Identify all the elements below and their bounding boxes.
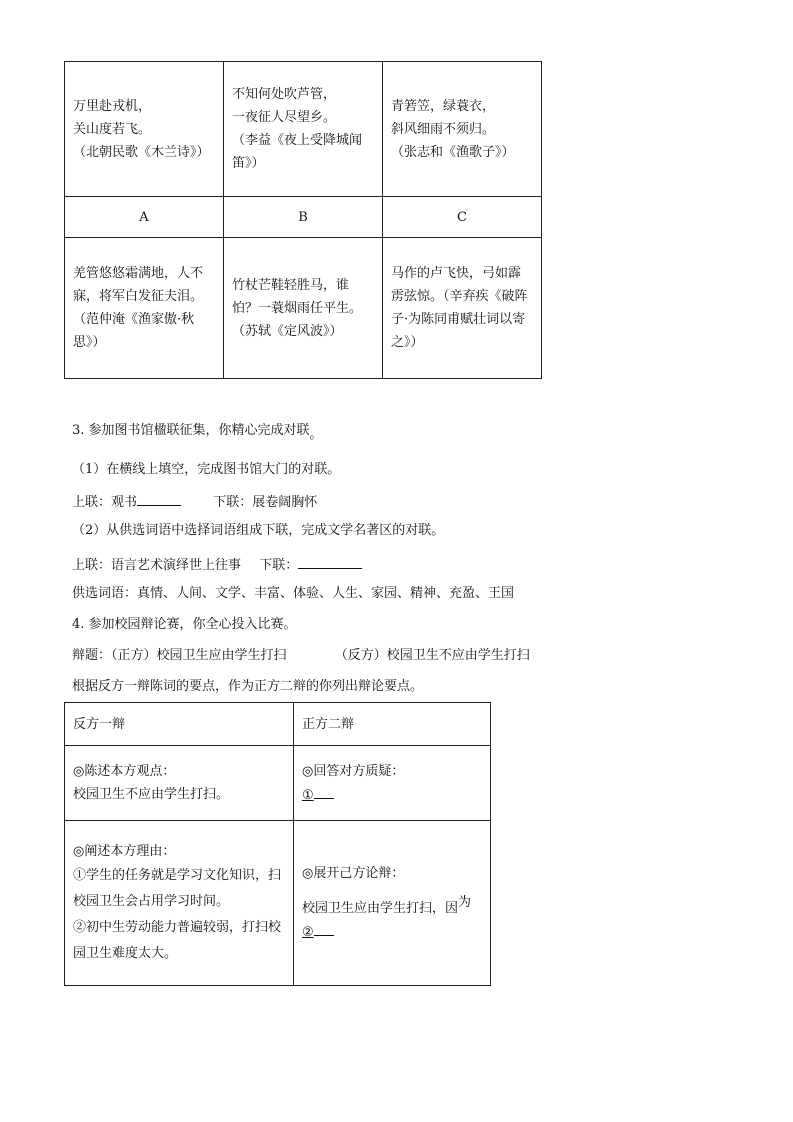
q4-instruction: 根据反方一辩陈词的要点，作为正方二辩的你列出辩论要点。 [72,679,424,694]
pro-reply-cell: ◎回答对方质疑： ① [294,746,491,821]
poem-table [64,61,542,379]
poem-cell [65,62,224,197]
poem-line: 不知何处吹芦管， [232,87,337,102]
blank-line[interactable] [298,553,362,569]
poem-cell [383,238,542,379]
blank-line[interactable] [137,490,181,506]
blank-line[interactable] [314,920,334,936]
poem-label-row [65,197,542,238]
header-pro: 正方二辩 [294,703,491,746]
label-a: A [65,197,224,238]
poem-line: 关山度若飞。 [73,121,152,137]
pro-argue-cell: ◎展开己方论辩： 校园卫生应由学生打扫，因为 ② [294,821,491,986]
poem-cell [224,62,383,197]
poem-row [65,238,542,379]
poem-line: 羌管悠悠霜满地，人不寐，将军白发征夫泪。 [73,266,204,304]
label-c: C [383,197,542,238]
poem-row [65,62,542,197]
header-con: 反方一辩 [65,703,294,746]
con-view-cell: ◎陈述本方观点： 校园卫生不应由学生打扫。 [65,746,294,821]
poem-cell [65,238,224,379]
con-reason-cell: ◎阐述本方理由： ①学生的任务就是学习文化知识，扫校园卫生会占用学习时间。 ②初中生劳动能力普遍较弱，打扫校园卫生难度太大。 [65,821,294,986]
poem-citation: （李益《夜上受降城闻笛》） [232,133,363,171]
q4-topic: 辩题：（正方）校园卫生应由学生打扫 （反方）校园卫生不应由学生打扫 [72,648,530,663]
q3-title: 3. 参加图书馆楹联征集，你精心完成对联。 [72,423,323,442]
q3-couplet1: 上联：观书 下联：展卷阔胸怀 [72,490,317,513]
poem-citation: （北朝民歌《木兰诗》） [73,144,210,160]
poem-line: 马作的卢飞快，弓如霹雳弦惊。（辛弃疾《破阵子·为陈同甫赋壮词以寄之》） [391,266,528,350]
q3-sub1: （1）在横线上填空，完成图书馆大门的对联。 [72,462,341,477]
poem-citation: （张志和《渔歌子》） [391,144,515,160]
debate-row [65,746,491,821]
debate-header-row [65,703,491,746]
blank-line[interactable] [314,783,334,799]
debate-table [64,702,491,986]
poem-line: 一夜征人尽望乡。 [232,110,337,125]
poem-line: 万里赴戎机， [73,98,152,114]
q3-couplet2: 上联：语言艺术演绎世上往事 下联： [72,553,362,576]
poem-citation: （苏轼《定风波》） [232,323,343,339]
q3-choices: 供选词语：真情、人间、文学、丰富、体验、人生、家园、精神、充盈、王国 [72,586,515,601]
poem-line: 竹杖芒鞋轻胜马，谁怕？一蓑烟雨任平生。 [232,277,363,316]
poem-line: 斜风细雨不须归。 [391,121,496,137]
poem-cell [383,62,542,197]
label-b: B [224,197,383,238]
debate-row [65,821,491,986]
poem-citation: （范仲淹《渔家傲·秋思》） [73,312,195,350]
q4-title: 4. 参加校园辩论赛，你全心投入比赛。 [72,617,297,632]
q3-sub2: （2）从供选词语中选择词语组成下联，完成文学名著区的对联。 [72,523,445,538]
poem-cell [224,238,383,379]
poem-line: 青箬笠，绿蓑衣， [391,98,496,114]
